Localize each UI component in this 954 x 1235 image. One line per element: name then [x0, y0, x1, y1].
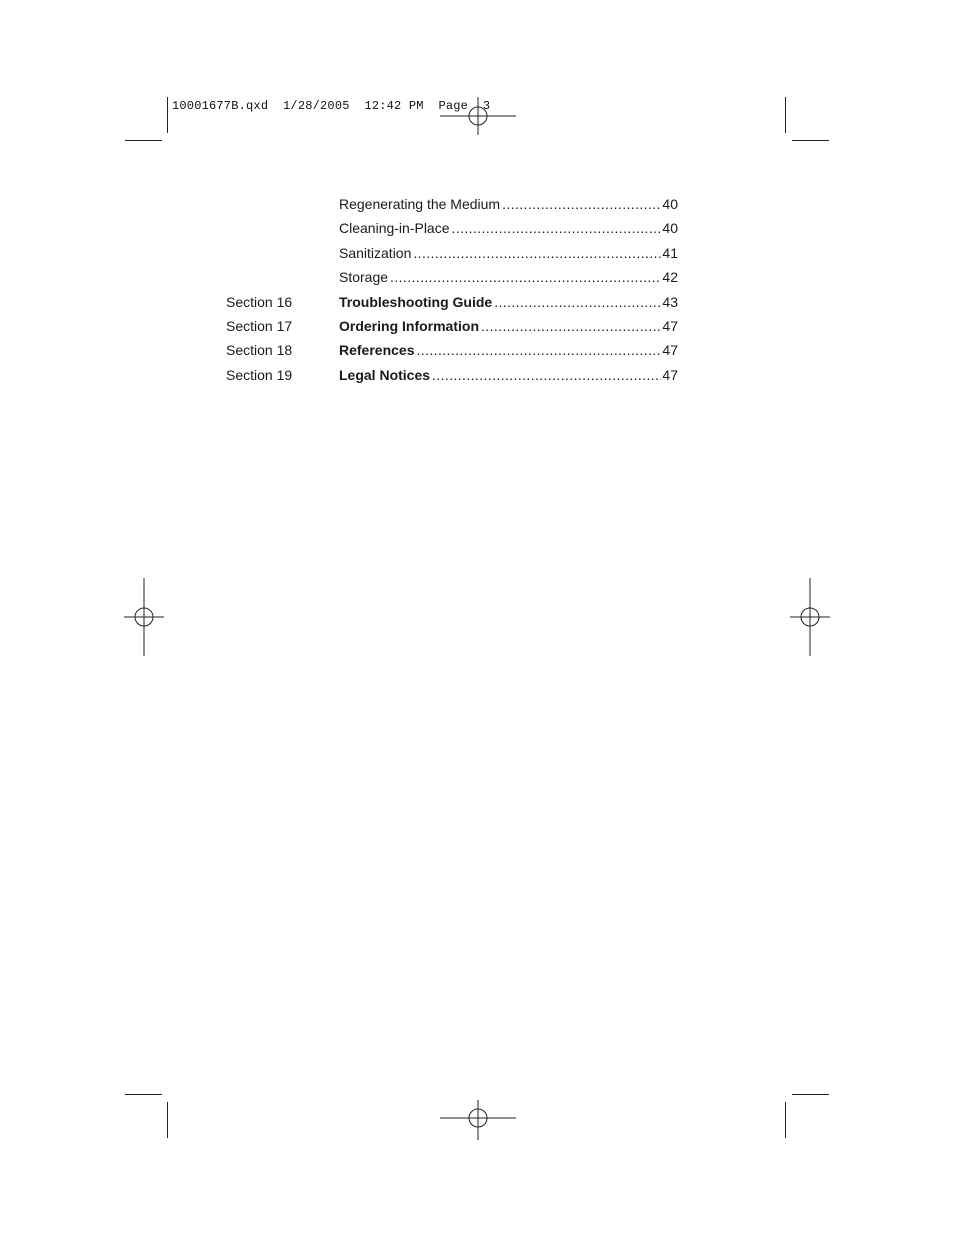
toc-row — [226, 242, 678, 266]
toc-row — [226, 364, 678, 388]
toc-title: Cleaning-in-Place — [339, 220, 450, 237]
table-of-contents — [226, 193, 678, 388]
toc-entry — [339, 367, 678, 383]
crop-mark-bottom-right-horizontal — [792, 1094, 829, 1095]
toc-page-number: 40 — [662, 196, 678, 212]
toc-section-label: Section 16 — [226, 293, 293, 310]
toc-page-number: 43 — [662, 293, 678, 310]
toc-entry — [339, 269, 678, 285]
toc-row — [226, 266, 678, 290]
toc-row — [226, 217, 678, 241]
toc-row — [226, 291, 678, 315]
registration-mark-left-icon — [124, 578, 164, 656]
toc-title: Legal Notices — [339, 366, 431, 383]
toc-page-number: 42 — [662, 269, 678, 286]
toc-entry — [339, 318, 678, 334]
registration-mark-right-icon — [790, 578, 830, 656]
toc-entry — [339, 245, 678, 261]
crop-mark-bottom-right-vertical — [785, 1102, 786, 1138]
toc-leader-dots — [481, 318, 661, 334]
registration-mark-bottom-icon — [438, 1100, 518, 1140]
toc-leader-dots — [417, 342, 662, 358]
crop-mark-bottom-left-horizontal — [125, 1094, 162, 1095]
toc-title: Sanitization — [339, 244, 412, 261]
toc-section-label: Section 17 — [226, 317, 293, 334]
toc-leader-dots — [502, 196, 661, 212]
toc-entry — [339, 294, 678, 310]
crop-mark-top-left-vertical — [167, 97, 168, 133]
toc-row — [226, 193, 678, 217]
crop-mark-top-left-horizontal — [125, 140, 162, 141]
toc-section-label: Section 19 — [226, 366, 293, 383]
toc-title: Storage — [339, 269, 389, 286]
toc-leader-dots — [432, 367, 661, 383]
toc-page-number: 47 — [662, 366, 678, 383]
toc-title: Ordering Information — [339, 317, 479, 334]
toc-row — [226, 339, 678, 363]
toc-leader-dots — [452, 220, 662, 236]
toc-leader-dots — [390, 269, 661, 285]
crop-mark-top-right-vertical — [785, 97, 786, 133]
toc-page-number: 40 — [662, 220, 678, 237]
toc-entry — [339, 220, 678, 236]
slug-line: 10001677B.qxd 1/28/2005 12:42 PM Page 3 — [172, 99, 491, 113]
crop-mark-bottom-left-vertical — [167, 1102, 168, 1138]
toc-page-number: 47 — [662, 342, 678, 359]
toc-entry — [339, 196, 678, 212]
toc-row — [226, 315, 678, 339]
toc-leader-dots — [494, 294, 661, 310]
toc-page-number: 41 — [662, 244, 678, 261]
crop-mark-top-right-horizontal — [792, 140, 829, 141]
registration-mark-top-icon — [438, 97, 518, 135]
toc-entry — [339, 342, 678, 358]
toc-section-label: Section 18 — [226, 342, 293, 359]
toc-title: Regenerating the Medium — [339, 196, 501, 212]
toc-title: Troubleshooting Guide — [339, 293, 493, 310]
toc-page-number: 47 — [662, 317, 678, 334]
toc-title: References — [339, 342, 415, 359]
toc-leader-dots — [413, 245, 661, 261]
